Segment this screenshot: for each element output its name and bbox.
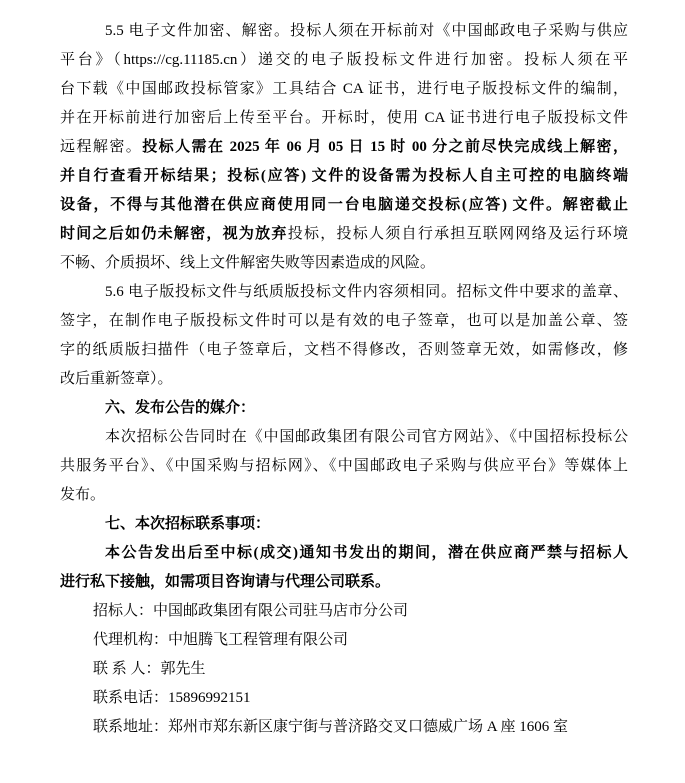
text-run: 5.6 电子版投标文件与纸质版投标文件内容须相同。招标文件中要求的盖章、: [105, 284, 628, 300]
text-line: [60, 452, 628, 481]
text-run: 并在开标前进行加密后上传至平台。开标时，使用 CA 证书进行电子版投标文件: [60, 110, 628, 126]
text-line: [60, 568, 628, 597]
bold-text-run: 七、本次招标联系事项：: [105, 516, 271, 532]
text-run: 招标人：中国邮政集团有限公司驻马店市分公司: [93, 603, 409, 619]
bold-text-run: 设备，不得与其他潜在供应商使用同一台电脑递交投标(应答) 文件。解密截止: [60, 197, 628, 213]
text-line: [60, 307, 628, 336]
text-run: 签字，在制作电子版投标文件时可以是有效的电子签章，也可以是加盖公章、签: [60, 313, 628, 329]
text-run: 共服务平台》、《中国采购与招标网》、《中国邮政电子采购与供应平台》等媒体上: [60, 458, 628, 474]
text-run: 平台》（https://cg.11185.cn）递交的电子版投标文件进行加密。投标人须在平: [60, 52, 628, 68]
text-line: [60, 539, 628, 568]
bold-text-run: 本公告发出后至中标(成交)通知书发出的期间，潜在供应商严禁与招标人: [105, 545, 628, 561]
text-run: 投标，投标人须自行承担互联网网络及运行环境: [287, 226, 628, 242]
text-line: [60, 191, 628, 220]
text-line: [60, 220, 628, 249]
text-line: [60, 278, 628, 307]
text-line: [60, 597, 628, 626]
text-line: [60, 423, 628, 452]
bold-text-run: 时间之后如仍未解密，视为放弃: [60, 226, 288, 242]
text-run: 本次招标公告同时在《中国邮政集团有限公司官方网站》、《中国招标投标公: [105, 429, 628, 445]
text-line: [60, 75, 628, 104]
text-line: [60, 684, 628, 713]
text-line: [60, 104, 628, 133]
bold-text-run: 进行私下接触，如需项目咨询请与代理公司联系。: [60, 574, 391, 590]
text-run: 远程解密。: [60, 139, 143, 155]
bold-text-run: 六、发布公告的媒介：: [105, 400, 256, 416]
text-line: [60, 655, 628, 684]
text-line: [60, 46, 628, 75]
text-run: 改后重新签章）。: [60, 371, 173, 387]
text-line: [60, 481, 628, 510]
bold-text-run: 并自行查看开标结果；投标(应答) 文件的设备需为投标人自主可控的电脑终端: [60, 168, 628, 184]
text-line: [60, 249, 628, 278]
text-line: [60, 17, 628, 46]
text-line: [60, 133, 628, 162]
document-content: [60, 17, 628, 742]
text-line: [60, 336, 628, 365]
text-run: 发布。: [60, 487, 106, 503]
text-line: [60, 510, 628, 539]
text-run: 联系地址：郑州市郑东新区康宁街与普济路交叉口德威广场 A 座 1606 室: [93, 719, 569, 735]
text-line: [60, 365, 628, 394]
text-run: 台下载《中国邮政投标管家》工具结合 CA 证书，进行电子版投标文件的编制，: [60, 81, 628, 97]
text-line: [60, 626, 628, 655]
text-run: 联 系 人：郭先生: [93, 661, 206, 677]
text-line: [60, 713, 628, 742]
text-line: [60, 162, 628, 191]
text-run: 联系电话：15896992151: [93, 690, 251, 706]
bold-text-run: 投标人需在 2025 年 06 月 05 日 15 时 00 分之前尽快完成线上解密，: [142, 139, 628, 155]
text-run: 不畅、介质损坏、线上文件解密失败等因素造成的风险。: [60, 255, 436, 271]
text-line: [60, 394, 628, 423]
text-run: 字的纸质版扫描件（电子签章后，文档不得修改，否则签章无效，如需修改，修: [60, 342, 628, 358]
text-run: 代理机构：中旭腾飞工程管理有限公司: [93, 632, 349, 648]
text-run: 5.5 电子文件加密、解密。投标人须在开标前对《中国邮政电子采购与供应: [105, 23, 628, 39]
